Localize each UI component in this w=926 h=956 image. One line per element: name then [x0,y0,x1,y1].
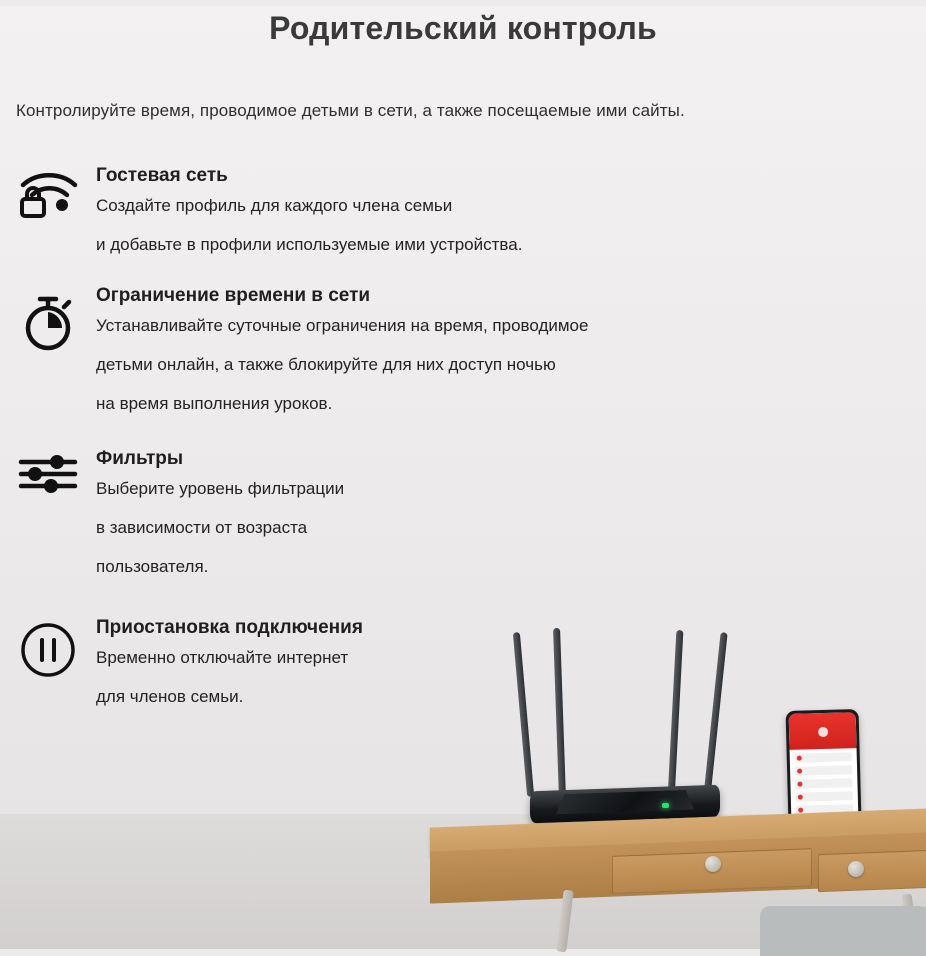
feature-text-pause-connection [96,617,363,705]
feature-item-guest-network [0,165,926,253]
feature-title: Фильтры [96,448,184,469]
feature-list [0,165,926,705]
phone-app-header [789,712,857,750]
feature-line: в зависимости от возраста [96,518,308,537]
feature-line: детьми онлайн, а также блокируйте для них доступ ночью [96,355,556,374]
page-content [0,6,926,705]
feature-line: на время выполнения уроков. [96,394,333,413]
feature-line: Устанавливайте суточные ограничения на время, проводимое [96,316,589,335]
smartphone-mockup [786,709,862,823]
sliders-icon [0,448,96,496]
stopwatch-icon [0,285,96,353]
phone-list-item [795,778,852,788]
page-subtitle: Контролируйте время, проводимое детьми в сети, а также посещаемые ими сайты. [16,101,685,120]
chair-cushion [760,906,926,956]
drawer-knob [848,861,864,877]
desk-drawer [818,850,926,892]
feature-text-guest-network [96,165,522,253]
feature-line: и добавьте в профили используемые ими устройства. [96,235,523,254]
page-title: Родительский контроль [269,10,657,46]
feature-item-filters [0,448,926,575]
feature-line: Выберите уровень фильтрации [96,479,345,498]
feature-item-time-limits [0,285,926,412]
feature-line: пользователя. [96,557,209,576]
drawer-knob [705,856,721,872]
feature-line: Временно отключайте интернет [96,648,349,667]
phone-app-logo [817,727,827,737]
feature-text-time-limits [96,285,588,412]
feature-item-pause-connection [0,617,926,705]
phone-list-item [795,752,852,762]
wifi-lock-icon [0,165,96,221]
pause-circle-icon [0,617,96,679]
feature-text-filters [96,448,344,575]
feature-line: для членов семьи. [96,687,244,706]
router-status-led [662,803,669,808]
phone-list-item [795,765,852,775]
feature-title: Ограничение времени в сети [96,285,371,306]
feature-title: Гостевая сеть [96,165,228,186]
feature-title: Приостановка подключения [96,617,363,638]
phone-list-item [796,791,853,801]
phone-screen [789,712,859,820]
feature-line: Создайте профиль для каждого члена семьи [96,196,453,215]
